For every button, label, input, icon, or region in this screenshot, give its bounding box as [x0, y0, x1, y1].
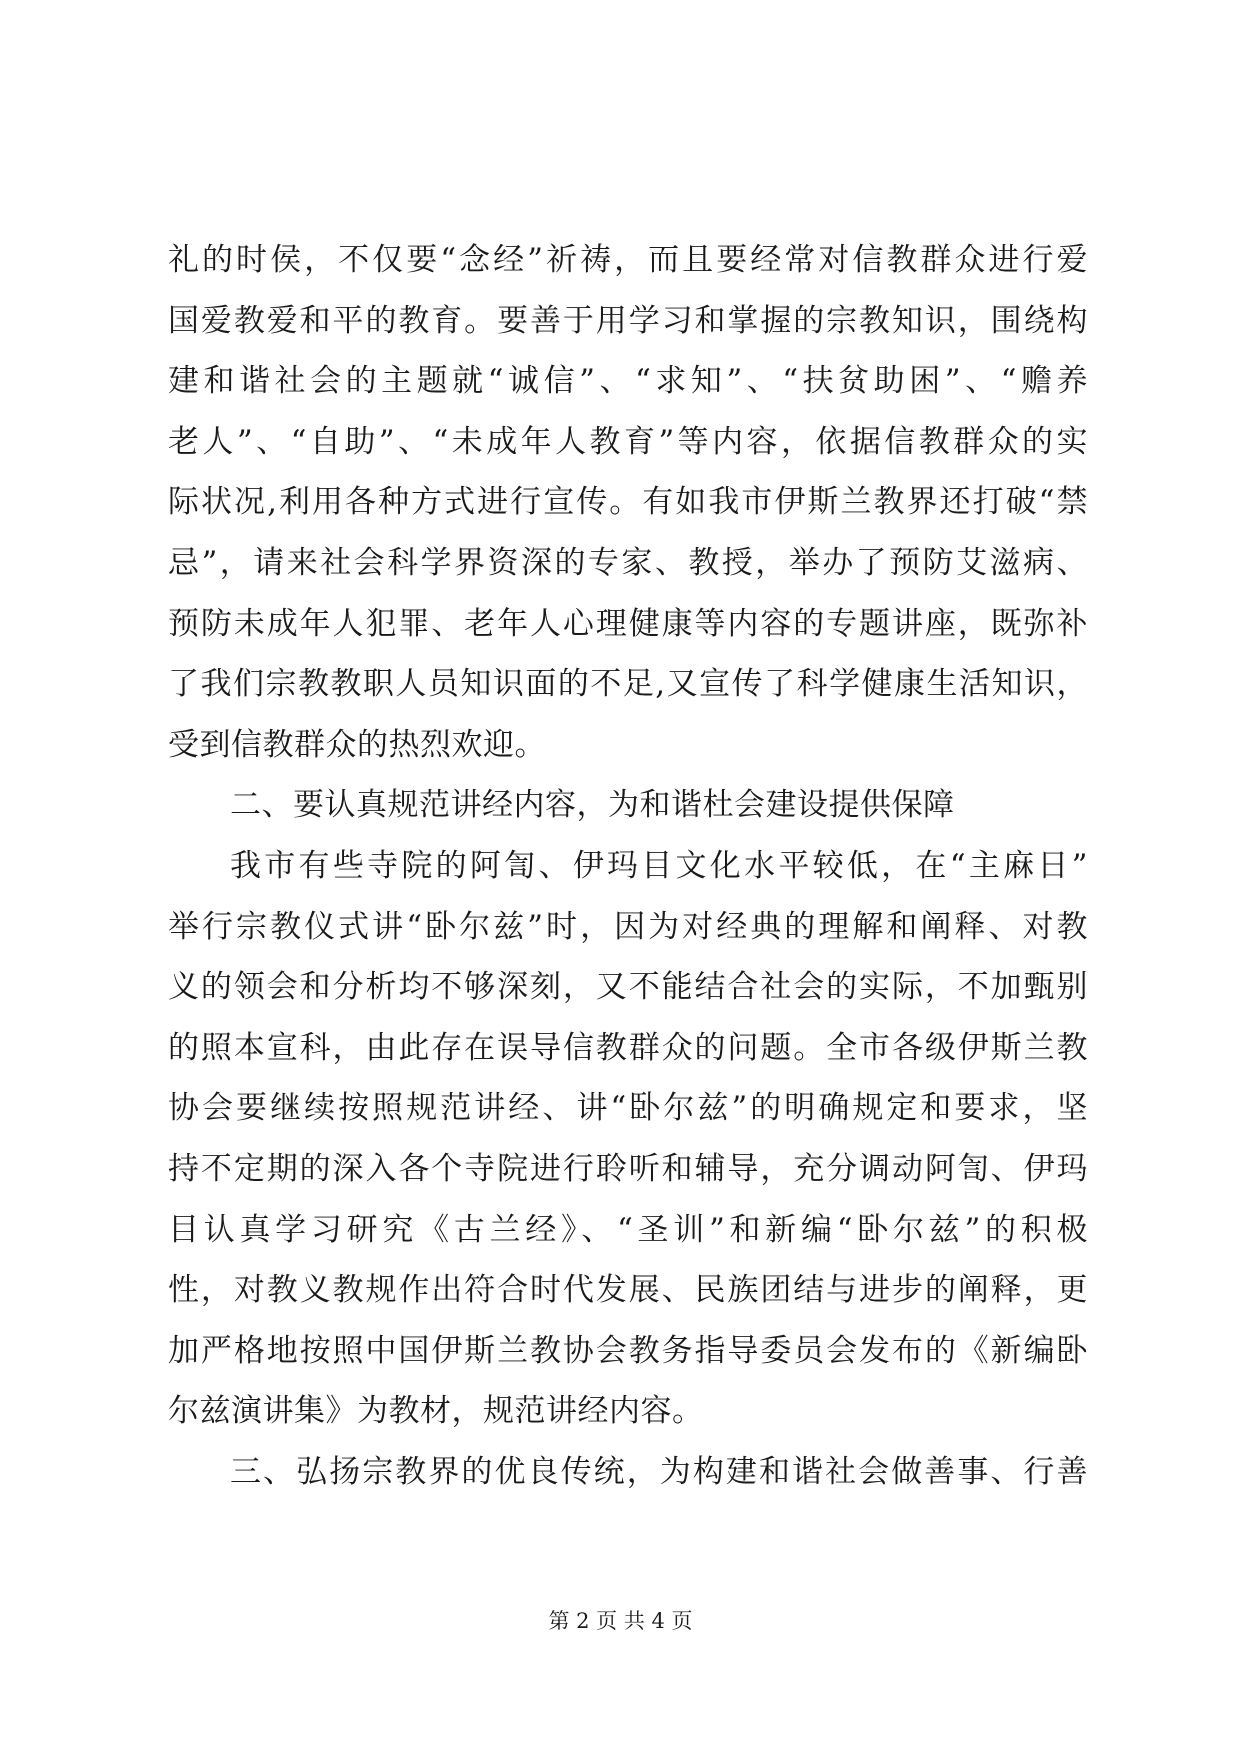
text-line: 忌”，请来社会科学界资深的专家、教授，举办了预防艾滋病、 — [168, 544, 1088, 581]
text-line: 目认真学习研究《古兰经》、“圣训”和新编“卧尔兹”的积极 — [168, 1211, 1088, 1248]
text-line: 尔兹演讲集》为教材，规范讲经内容。 — [168, 1393, 704, 1430]
text-line: 预防未成年人犯罪、老年人心理健康等内容的专题讲座，既弥补 — [168, 605, 1088, 642]
text-line: 加严格地按照中国伊斯兰教协会教务指导委员会发布的《新编卧 — [168, 1332, 1088, 1369]
document-body — [168, 230, 1088, 1502]
text-line: 礼的时侯，不仅要“念经”祈祷，而且要经常对信教群众进行爱 — [168, 242, 1088, 278]
text-line: 举行宗教仪式讲“卧尔兹”时，因为对经典的理解和阐释、对教 — [168, 908, 1088, 945]
text-line: 老人”、“自助”、“未成年人教育”等内容，依据信教群众的实 — [168, 423, 1088, 460]
text-line: 的照本宣科，由此存在误导信教群众的问题。全市各级伊斯兰教 — [168, 1029, 1088, 1066]
text-line: 受到信教群众的热烈欢迎。 — [168, 726, 546, 763]
text-line: 际状况,利用各种方式进行宣传。有如我市伊斯兰教界还打破“禁 — [168, 484, 1088, 521]
text-line: 建和谐社会的主题就“诚信”、“求知”、“扶贫助困”、“赡养 — [168, 363, 1088, 400]
text-line: 三、弘扬宗教界的优良传统，为构建和谐社会做善事、行善 — [230, 1453, 1088, 1490]
page-footer: 第 2 页 共 4 页 — [548, 1609, 693, 1633]
text-line: 义的领会和分析均不够深刻，又不能结合社会的实际，不加甄别 — [168, 969, 1088, 1006]
text-line: 性，对教义教规作出符合时代发展、民族团结与进步的阐释，更 — [168, 1272, 1088, 1309]
text-line: 二、要认真规范讲经内容，为和谐杜会建设提供保障 — [230, 787, 955, 824]
text-line: 了我们宗教教职人员知识面的不足,又宣传了科学健康生活知识， — [168, 666, 1088, 703]
text-line: 协会要继续按照规范讲经、讲“卧尔兹”的明确规定和要求，坚 — [168, 1090, 1088, 1127]
text-line: 持不定期的深入各个寺院进行聆听和辅导，充分调动阿訇、伊玛 — [168, 1150, 1088, 1187]
text-line: 国爱教爱和平的教育。要善于用学习和掌握的宗教知识，围绕构 — [168, 302, 1088, 339]
text-line: 我市有些寺院的阿訇、伊玛目文化水平较低，在“主麻日” — [230, 847, 1088, 884]
